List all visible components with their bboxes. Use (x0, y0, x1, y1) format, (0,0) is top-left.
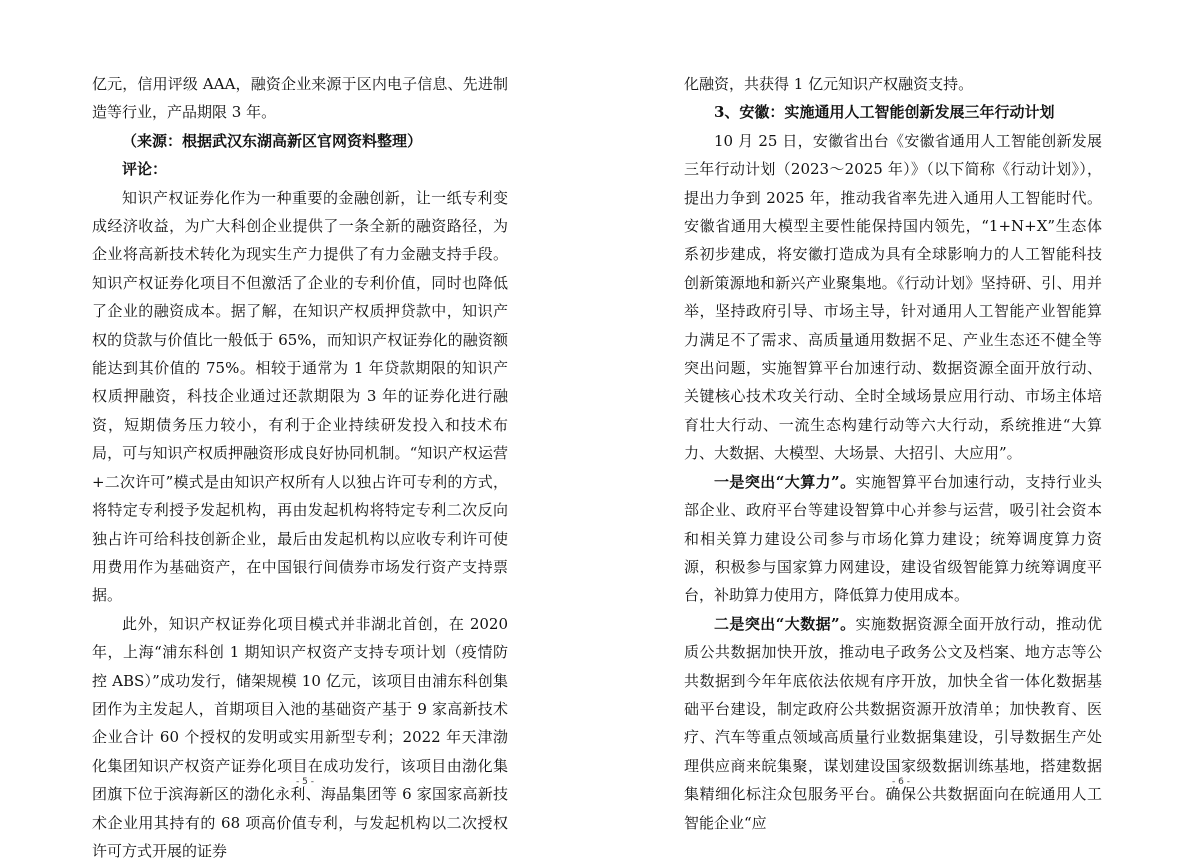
left-paragraph-3: 此外，知识产权证券化项目模式并非湖北首创，在 2020 年，上海“浦东科创 1 期知识产权资产支持专项计划（疫情防控 ABS）”成功发行，储架规模 10 亿元，该项目由浦东科创集团作为主发起人，首期项目入池的基础资产基于 9 家高新技术企业合计 60 个授权的发明或实用新型专利；2022 年天津渤化集团知识产权资产证券化项目在成功发行，该项目由渤化集团旗下位于滨海新区的渤化永利、海晶集团等 6 家国家高新技术企业用其持有的 68 项高价值专利，与发起机构以二次授权许可方式开展的证券 (92, 614, 508, 860)
source-note: （来源：根据武汉东湖高新区官网资料整理） (122, 131, 423, 150)
page-number-left: - 5 - (296, 777, 314, 787)
comment-label: 评论： (122, 160, 168, 179)
right-paragraph-1: 化融资，共获得 1 亿元知识产权融资支持。 (684, 75, 974, 93)
computing-power-lead: 一是突出“大算力”。 (714, 472, 856, 491)
big-data-text: 实施数据资源全面开放行动，推动优质公共数据加快开放，推动电子政务公文及档案、地方志等公共数据到今年年底依法依规有序开放，加快全省一体化数据基础平台建设，制定政府公共数据资源开放清单；加快教育、医疗、汽车等重点领域高质量行业数据集建设，引导数据生产处理供应商来皖集聚，谋划建设国家级数据训练基地，搭建数据集精细化标注众包服务平台。确保公共数据面向在皖通用人工智能企业“应 (684, 614, 1102, 832)
section-heading: 3、安徽：实施通用人工智能创新发展三年行动计划 (714, 103, 1055, 122)
page-number-right: - 6 - (892, 777, 910, 787)
left-paragraph-1: 亿元，信用评级 AAA，融资企业来源于区内电子信息、先进制造等行业，产品期限 3 年。 (92, 75, 508, 122)
right-page (684, 70, 1102, 837)
right-paragraph-4 (684, 610, 1102, 837)
right-paragraph-3 (684, 468, 1102, 610)
left-paragraph-2: 知识产权证券化作为一种重要的金融创新，让一纸专利变成经济收益，为广大科创企业提供了一条全新的融资路径，为企业将高新技术转化为现实生产力提供了有力金融支持手段。知识产权证券化项目不但激活了企业的专利价值，同时也降低了企业的融资成本。据了解，在知识产权质押贷款中，知识产权的贷款与价值比一般低于 65%，而知识产权证券化的融资额能达到其价值的 75%。相较于通常为 1 年贷款期限的知识产权质押融资，科技企业通过还款期限为 3 年的证券化进行融资，短期债务压力较小，有利于企业持续研发投入和技术布局，可与知识产权质押融资形成良好协同机制。“知识产权运营+二次许可”模式是由知识产权所有人以独占许可专利的方式，将特定专利授予发起机构，再由发起机构将特定专利二次反向独占许可给科技创新企业，最后由发起机构以应收专利许可使用费用作为基础资产，在中国银行间债券市场发行资产支持票据。 (92, 188, 508, 605)
computing-power-text: 实施智算平台加速行动，支持行业头部企业、政府平台等建设智算中心并参与运营，吸引社会资本和相关算力建设公司参与市场化算力建设；统筹调度算力资源，积极参与国家算力网建设，建设省级智能算力统筹调度平台，补助算力使用方，降低算力使用成本。 (684, 472, 1102, 605)
right-paragraph-2: 10 月 25 日，安徽省出台《安徽省通用人工智能创新发展三年行动计划（2023～2025 年）》（以下简称《行动计划》），提出力争到 2025 年，推动我省率先进入通用人工智能时代。安徽省通用大模型主要性能保持国内领先，“1+N+X”生态体系初步建成，将安徽打造成为具有全球影响力的人工智能科技创新策源地和新兴产业聚集地。《行动计划》坚持研、引、用并举，坚持政府引导、市场主导，针对通用人工智能产业智能算力满足不了需求、高质量通用数据不足、产业生态还不健全等突出问题，实施智算平台加速行动、数据资源全面开放行动、关键核心技术攻关行动、全时全域场景应用行动、市场主体培育壮大行动、一流生态构建行动等六大行动，系统推进“大算力、大数据、大模型、大场景、大招引、大应用”。 (684, 131, 1102, 463)
big-data-lead: 二是突出“大数据”。 (714, 614, 856, 633)
left-page (92, 70, 508, 865)
